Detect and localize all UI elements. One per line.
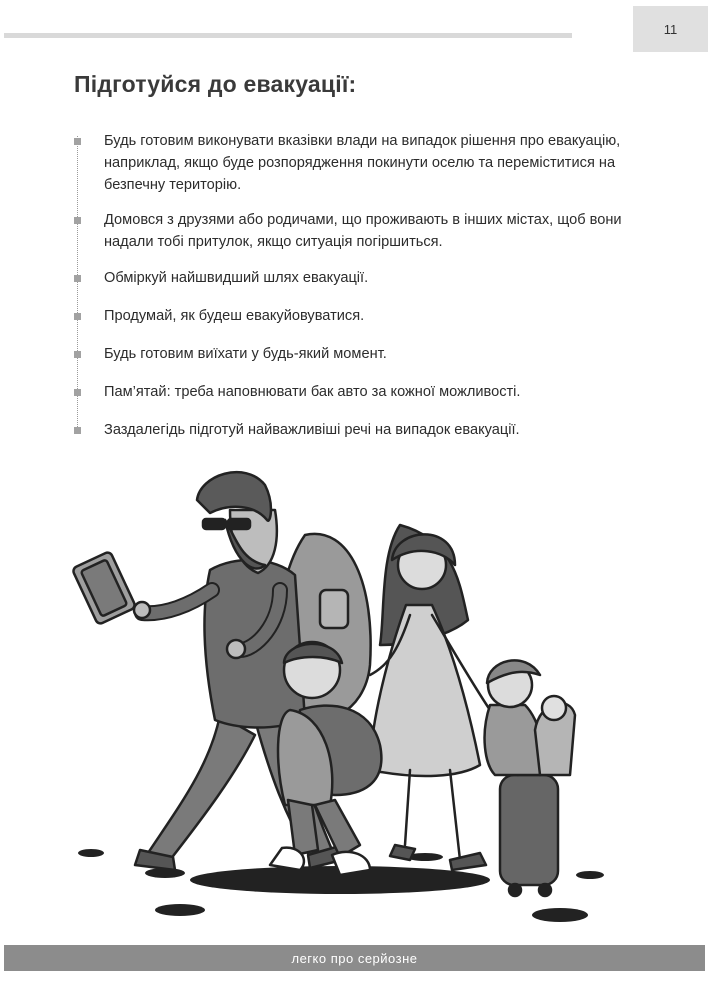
square-bullet-icon [74,427,81,434]
top-rule [4,33,572,38]
list-item [74,267,634,289]
footer-bar [4,945,705,971]
ground-shadow [78,849,104,857]
list-item-text: Заздалегідь підготуй найважливіші речі на випадок евакуації. [104,422,520,438]
list-item-text: Продумай, як будеш евакуйовуватися. [104,308,365,324]
list-item [74,343,634,365]
square-bullet-icon [74,217,81,224]
list-item [74,381,634,403]
girl-figure [485,660,575,896]
square-bullet-icon [74,389,81,396]
list-item [74,130,634,196]
list-item-text: Обміркуй найшвидший шлях евакуації. [104,270,369,286]
mother-figure [370,525,490,870]
square-bullet-icon [74,313,81,320]
ground-shadow [155,904,205,916]
square-bullet-icon [74,275,81,282]
list-item-text: Будь готовим виконувати вказівки влади на випадок рішення про евакуацію, наприклад, якщо буде розпорядження покинути оселю та переміститися на безпечну територію. [104,133,621,193]
footer-text: легко про серйозне [291,950,418,966]
square-bullet-icon [74,138,81,145]
section-title: Підготуйся до евакуації: [74,71,357,97]
list-item-text: Будь готовим виїхати у будь-який момент. [104,346,387,362]
list-item [74,419,634,441]
square-bullet-icon [74,351,81,358]
page-number: 11 [633,6,708,52]
family-evacuating-illustration [70,465,610,935]
list-item [74,209,634,253]
ground-shadow [576,871,604,879]
list-item-text: Пам’ятай: треба наповнювати бак авто за кожної можливості. [104,384,521,400]
bullet-list [74,130,634,441]
list-item [74,305,634,327]
ground-shadow [532,908,588,922]
list-item-text: Домовся з друзями або родичами, що проживають в інших містах, щоб вони надали тобі притулок, якщо ситуація погіршиться. [104,212,622,250]
